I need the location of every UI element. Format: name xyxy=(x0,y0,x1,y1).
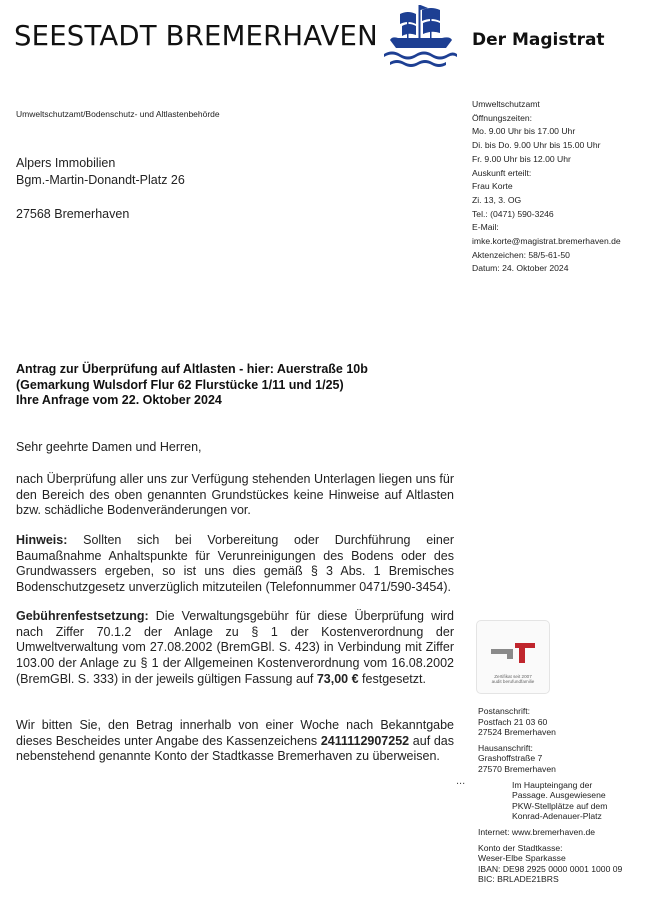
fee-text: Die Verwaltungsgebühr für diese Überprüfung wird nach Ziffer 70.1.2 der Anlage zu § 1 der Kostenverordnung der Umweltverwaltung vom 27.08.2002 (BremGBl. S. 423) in Verbindung mit Ziffer 103.00 der Anlage zu § 1 der Allgemeinen Kostenverordnung vom 16.08.2002 (BremGBl. S. 333) in der jeweils gültigen Fassung auf xyxy=(16,609,454,686)
audit-berufundfamilie-icon xyxy=(476,620,550,694)
entrance-note: Konrad-Adenauer-Platz xyxy=(512,811,602,822)
ship-logo-icon xyxy=(380,2,460,68)
entrance-note: Passage. Ausgewiesene xyxy=(512,790,606,801)
postal-line: 27524 Bremerhaven xyxy=(478,727,556,738)
city-name: SEESTADT BREMERHAVEN xyxy=(14,20,378,52)
contact-email: imke.korte@magistrat.bremerhaven.de xyxy=(472,236,621,247)
sender-line: Umweltschutzamt/Bodenschutz- und Altlastenbehörde xyxy=(16,109,220,119)
continuation-mark: ... xyxy=(456,775,466,787)
opening-hours-mon: Mo. 9.00 Uhr bis 17.00 Uhr xyxy=(472,126,576,137)
contact-info xyxy=(472,98,621,276)
postal-label: Postanschrift: xyxy=(478,706,531,716)
bank-label: Konto der Stadtkasse: xyxy=(478,842,563,853)
house-label: Hausanschrift: xyxy=(478,742,533,753)
contact-label: Auskunft erteilt: xyxy=(472,167,532,178)
recipient-address xyxy=(16,155,185,223)
contact-person: Frau Korte xyxy=(472,181,513,192)
house-line: Grashoffstraße 7 xyxy=(478,753,543,764)
recipient-name: Alpers Immobilien xyxy=(16,156,116,170)
paragraph-result: nach Überprüfung aller uns zur Verfügung stehenden Unterlagen liegen uns für den Bereich des oben genannten Grundstückes keine Hinweise auf Altlasten bzw. schädliche Bodenveränderungen vor. xyxy=(16,472,454,518)
certificate-line: audit berufundfamilie xyxy=(491,679,535,685)
notice-text: Sollten sich bei Vorbereitung oder Durchführung einer Baumaßnahme Anhaltspunkte für Verunreinigungen des Bodens oder des Grundwassers ergeben, so ist uns dies gemäß § 3 Abs. 1 Bremisches Bodenschutzgesetz unverzüglich mitzuteilen (Telefonnummer 0471/590-3454). xyxy=(16,533,454,595)
file-reference: Aktenzeichen: 58/5-61-50 xyxy=(472,249,570,260)
fee-amount: 73,00 € xyxy=(316,671,359,686)
certificate-line: Zertifikat seit 2007 xyxy=(494,674,532,679)
contact-phone: Tel.: (0471) 590-3246 xyxy=(472,208,554,219)
recipient-street: Bgm.-Martin-Donandt-Platz 26 xyxy=(16,173,185,187)
subject xyxy=(16,362,368,409)
house-line: 27570 Bremerhaven xyxy=(478,763,556,774)
bank-name: Weser-Elbe Sparkasse xyxy=(478,853,566,864)
email-label: E-Mail: xyxy=(472,222,499,233)
paragraph-fee xyxy=(16,609,454,688)
postal-line: Postfach 21 03 60 xyxy=(478,716,548,727)
notice-label: Hinweis: xyxy=(16,533,68,547)
paragraph-notice xyxy=(16,533,454,596)
contact-room: Zi. 13, 3. OG xyxy=(472,194,522,205)
salutation: Sehr geehrte Damen und Herren, xyxy=(16,440,202,454)
opening-hours-fri: Fr. 9.00 Uhr bis 12.00 Uhr xyxy=(472,153,571,164)
payment-text: Wir bitten Sie, den Betrag innerhalb von einer Woche nach Bekanntgabe dieses Bescheides unter Angabe des Kassenzeichens xyxy=(16,718,454,748)
certificate-mark-icon xyxy=(477,621,549,671)
iban: IBAN: DE98 2925 0000 0001 1000 09 xyxy=(478,863,623,874)
letter-date: Datum: 24. Oktober 2024 xyxy=(472,263,569,274)
entrance-note: PKW-Stellplätze auf dem xyxy=(512,800,608,811)
address-info xyxy=(478,706,622,885)
department-label: Der Magistrat xyxy=(472,30,605,50)
opening-hours-tue-thu: Di. bis Do. 9.00 Uhr bis 15.00 Uhr xyxy=(472,140,601,151)
cashier-code: 2411112907252 xyxy=(320,733,410,748)
recipient-city: 27568 Bremerhaven xyxy=(16,207,130,221)
bic: BIC: BRLADE21BRS xyxy=(478,874,559,885)
certificate-text xyxy=(480,674,546,685)
office-name: Umweltschutzamt xyxy=(472,99,540,109)
subject-line: (Gemarkung Wulsdorf Flur 62 Flurstücke 1/11 und 1/25) xyxy=(16,377,344,392)
subject-line: Antrag zur Überprüfung auf Altlasten - hier: Auerstraße 10b xyxy=(16,362,368,376)
fee-label: Gebührenfestsetzung: xyxy=(16,609,149,623)
entrance-note: Im Haupteingang der xyxy=(512,779,593,790)
opening-hours-label: Öffnungszeiten: xyxy=(472,112,533,123)
subject-line: Ihre Anfrage vom 22. Oktober 2024 xyxy=(16,393,222,408)
payment-text-end: auf das nebenstehend genannte Konto der Stadtkasse Bremerhaven zu überweisen. xyxy=(16,733,454,764)
paragraph-payment xyxy=(16,718,454,765)
internet-address: Internet: www.bremerhaven.de xyxy=(478,826,596,837)
fee-end: festgesetzt. xyxy=(362,671,426,686)
